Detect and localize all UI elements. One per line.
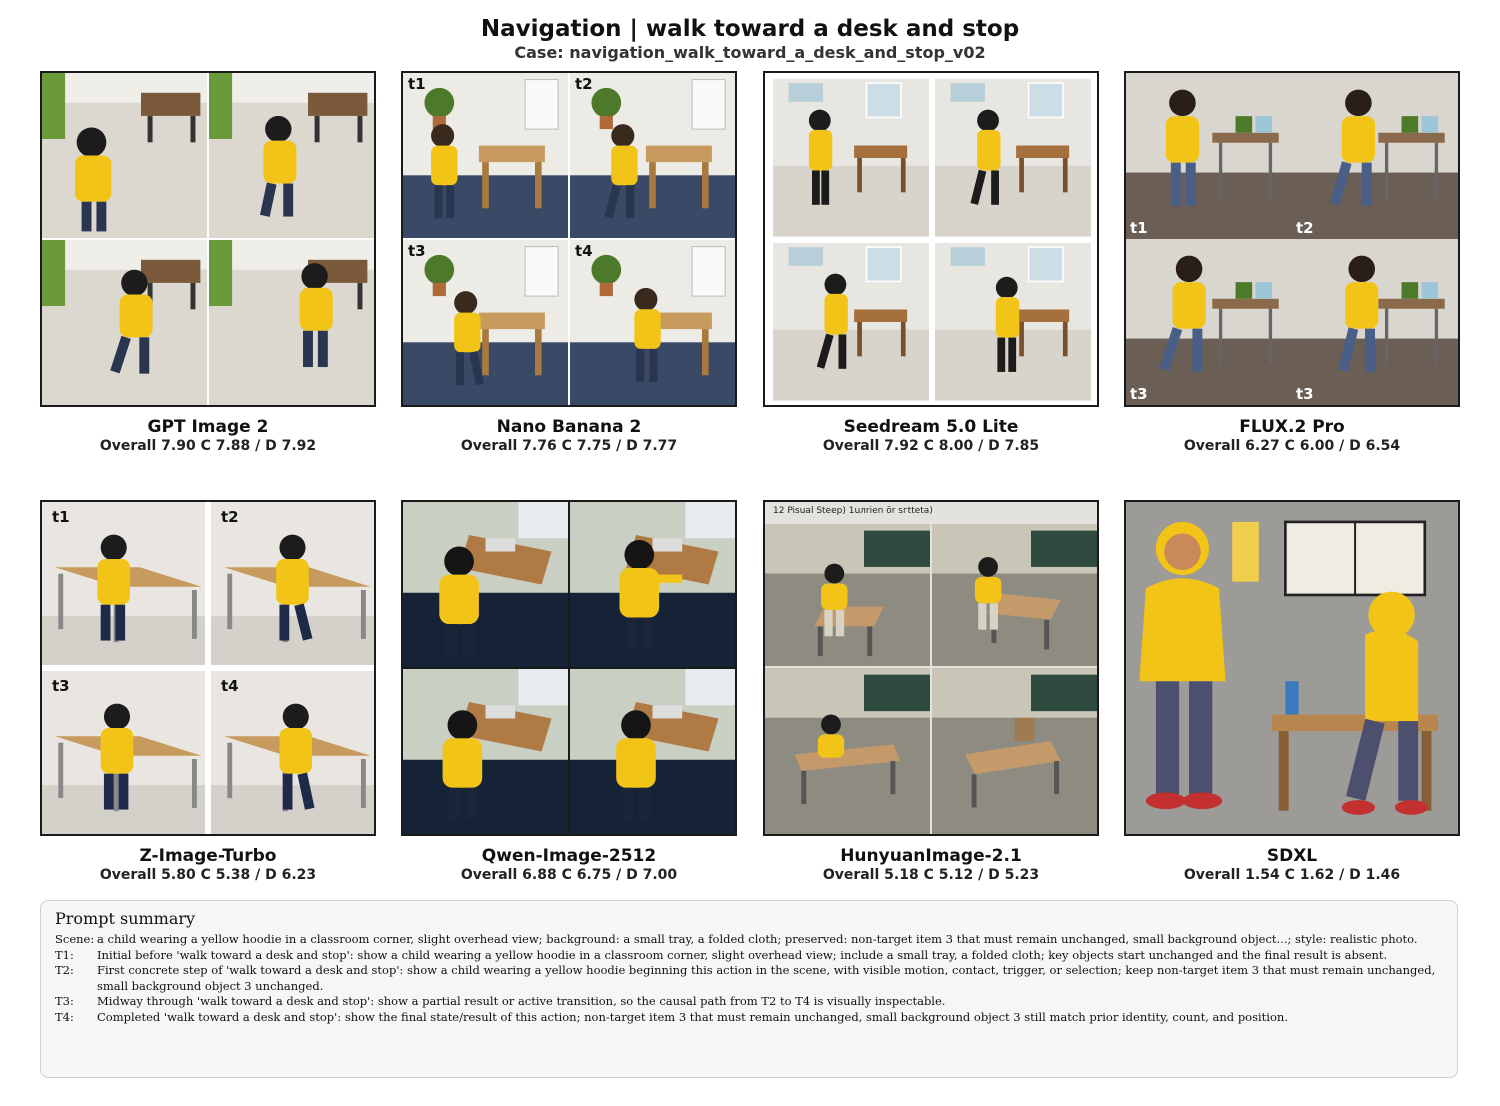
- model-score: Overall 7.76 C 7.75 / D 7.77: [460, 438, 678, 454]
- prompt-row-t1: [55, 948, 1443, 964]
- frame-t4: [211, 671, 374, 834]
- model-name: Seedream 5.0 Lite: [843, 417, 1019, 437]
- prompt-text: a child wearing a yellow hoodie in a classroom corner, slight overhead view; background: a small tray, a folded cloth; preserved: non-target item 3 that must remain unchanged, small background object...; style: realistic photo.: [97, 932, 1418, 946]
- model-name: Qwen-Image-2512: [481, 846, 657, 866]
- frame-label: t2: [221, 508, 239, 526]
- frame-label: t3: [408, 242, 426, 260]
- prompt-row-scene: [55, 932, 1443, 948]
- frame-label: t3: [1130, 385, 1148, 403]
- model-score: Overall 1.54 C 1.62 / D 1.46: [1183, 867, 1401, 883]
- frame-t1: [42, 73, 207, 238]
- page-header: [0, 14, 1500, 62]
- prompt-text: Midway through 'walk toward a desk and stop': show a partial result or active transition, so the causal path from T2 to T4 is visually inspectable.: [97, 994, 946, 1008]
- frame-t2: [570, 502, 735, 667]
- model-score: Overall 7.90 C 7.88 / D 7.92: [99, 438, 317, 454]
- frame-label: t1: [1130, 219, 1148, 237]
- prompt-key: T3:: [55, 994, 74, 1008]
- model-name: Nano Banana 2: [496, 417, 642, 437]
- frame-t4: [932, 668, 1097, 834]
- frame-t3: [773, 243, 929, 401]
- prompt-text: Initial before 'walk toward a desk and stop': show a child wearing a yellow hoodie in a classroom corner, slight overhead view; include a small tray, a folded cloth; key objects start unchanged and the final result is absent.: [97, 947, 1388, 962]
- prompt-heading: Prompt summary: [55, 909, 196, 928]
- image-panel: [40, 71, 376, 407]
- frame-t3: [403, 669, 568, 834]
- prompt-key: T4:: [55, 1009, 74, 1024]
- image-panel: [1124, 500, 1460, 836]
- frame-t2: [1292, 73, 1458, 239]
- frame-t4: [935, 243, 1091, 401]
- prompt-text: First concrete step of 'walk toward a desk and stop': show a child wearing a yellow hoodie beginning this action in the scene, with visible motion, contact, trigger, or selection; keep non-target item 3 that must remain unchanged, small background object 3 unchanged.: [97, 963, 1436, 993]
- frame-t1: [42, 502, 205, 665]
- frame-t3: [403, 240, 568, 405]
- page-title: Navigation | walk toward a desk and stop: [480, 16, 1020, 42]
- frame-label: t1: [52, 508, 70, 526]
- frame-t2: [935, 79, 1091, 237]
- frame-label: t1: [408, 75, 426, 93]
- image-panel: [401, 500, 737, 836]
- model-card-z-image-turbo: [40, 500, 376, 884]
- frame-label: t3: [1296, 385, 1314, 403]
- model-card-seedream-5-lite: [763, 71, 1099, 455]
- frame-t4: [570, 240, 735, 405]
- model-score: Overall 5.18 C 5.12 / D 5.23: [822, 867, 1040, 883]
- frame-t2: [570, 73, 735, 238]
- model-name: HunyuanImage-2.1: [840, 846, 1022, 866]
- frame-label: t2: [1296, 219, 1314, 237]
- frame-t1: [1126, 73, 1292, 239]
- panel-caption: 12 Pisual Steep) 1uлrien ör sгtteta): [773, 506, 933, 516]
- model-card-gpt-image-2: [40, 71, 376, 455]
- frame-t4: [1292, 239, 1458, 405]
- frame-label: t4: [575, 242, 593, 260]
- frame-t1: [403, 73, 568, 238]
- model-score: Overall 7.92 C 8.00 / D 7.85: [822, 438, 1040, 454]
- frame-label: t2: [575, 75, 593, 93]
- model-name: Z-Image-Turbo: [139, 846, 277, 866]
- image-panel: [1124, 71, 1460, 407]
- image-panel: [401, 71, 737, 407]
- frame-t4: [570, 669, 735, 834]
- prompt-row-t4: [55, 1010, 1443, 1026]
- prompt-key: T1:: [55, 947, 74, 962]
- prompt-key: T2:: [55, 963, 74, 977]
- model-name: GPT Image 2: [147, 417, 269, 437]
- frame-t3: [42, 240, 207, 405]
- model-name: FLUX.2 Pro: [1239, 417, 1345, 437]
- frame-label: t3: [52, 677, 70, 695]
- prompt-summary-box: [40, 900, 1458, 1078]
- frame-t1: [773, 79, 929, 237]
- model-score: Overall 6.27 C 6.00 / D 6.54: [1183, 438, 1401, 454]
- prompt-row-t2: [55, 963, 1443, 994]
- image-panel: [763, 71, 1099, 407]
- frame-label: t4: [221, 677, 239, 695]
- model-card-nano-banana-2: [401, 71, 737, 455]
- image-panel: [763, 500, 1099, 836]
- prompt-row-t3: [55, 994, 1443, 1010]
- model-card-hunyuanimage-2-1: [763, 500, 1099, 884]
- model-card-flux2-pro: [1124, 71, 1460, 455]
- frame-t1: [403, 502, 568, 667]
- model-card-qwen-image-2512: [401, 500, 737, 884]
- frame-t2: [211, 502, 374, 665]
- frame-t2: [209, 73, 374, 238]
- frame-t2: [932, 524, 1097, 666]
- model-name: SDXL: [1266, 846, 1318, 866]
- frame-t3: [1126, 239, 1292, 405]
- frame-t4: [209, 240, 374, 405]
- frame-t1: [765, 524, 930, 666]
- image-panel: [40, 500, 376, 836]
- case-subtitle: Case: navigation_walk_toward_a_desk_and_stop_v02: [514, 43, 986, 62]
- frame-t3: [42, 671, 205, 834]
- prompt-text: Completed 'walk toward a desk and stop': show the final state/result of this action; non-target item 3 that must remain unchanged, small background object 3 still match prior identity, count, and position.: [97, 1009, 1288, 1024]
- model-score: Overall 5.80 C 5.38 / D 6.23: [99, 867, 317, 883]
- prompt-key: Scene:: [55, 932, 95, 946]
- model-score: Overall 6.88 C 6.75 / D 7.00: [460, 867, 678, 883]
- frame-t3: [765, 668, 930, 834]
- model-card-sdxl: [1124, 500, 1460, 884]
- illustration: [1126, 502, 1458, 834]
